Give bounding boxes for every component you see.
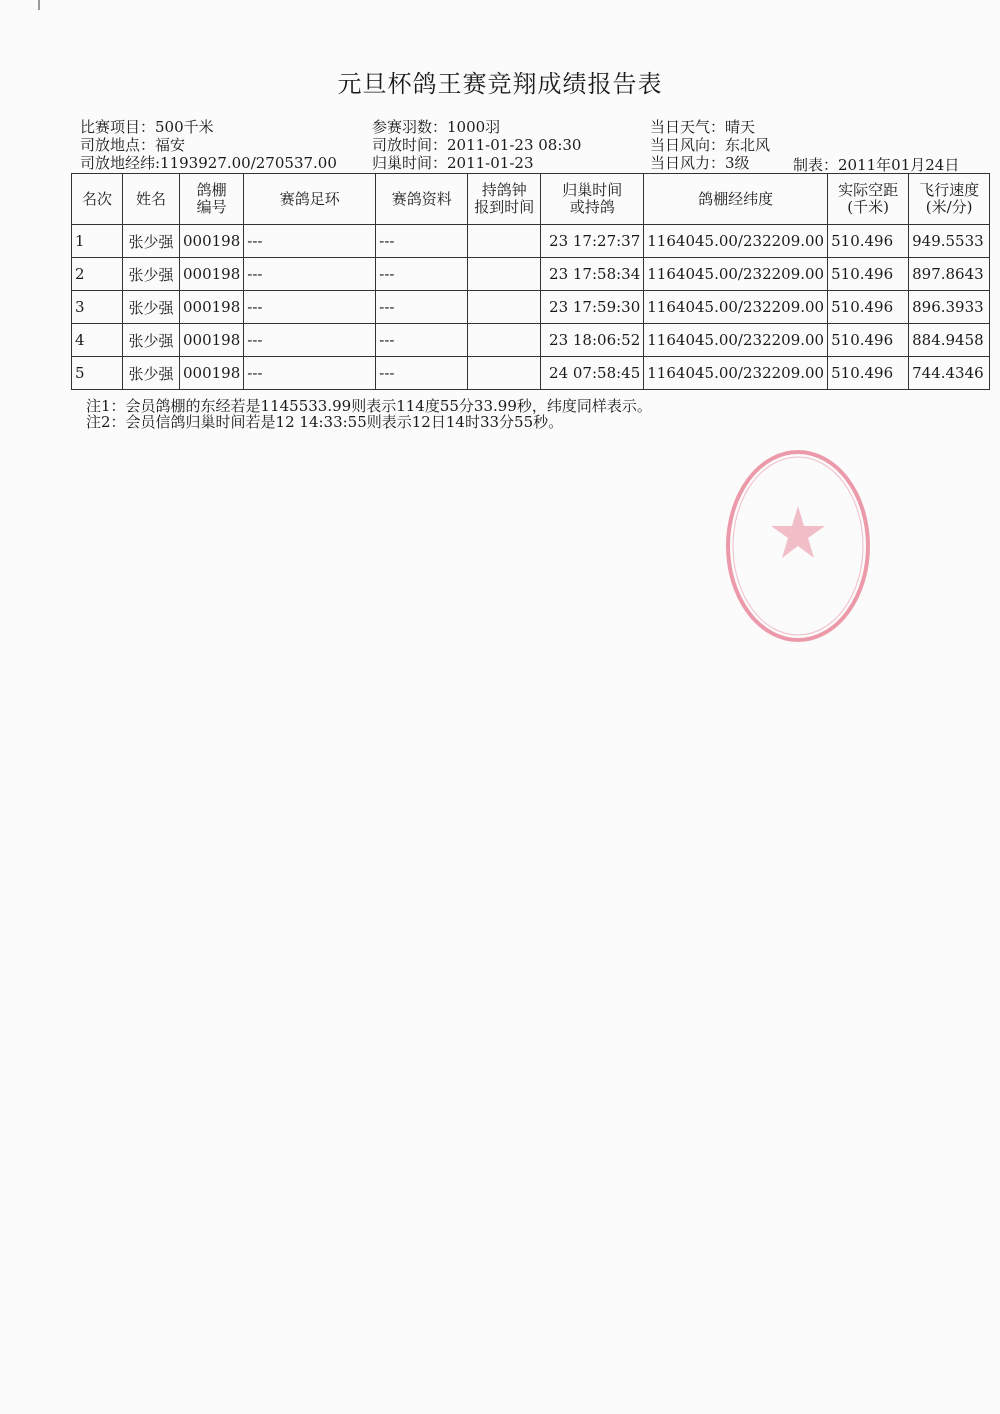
cell-arrival: 24 07:58:45 bbox=[541, 357, 644, 390]
cell-distance: 510.496 bbox=[828, 258, 909, 291]
cell-arrival: 23 17:27:37 bbox=[541, 225, 644, 258]
cell-info: --- bbox=[376, 258, 468, 291]
cell-loft: 000198 bbox=[180, 258, 244, 291]
results-table bbox=[71, 173, 990, 390]
race-event: 比赛项目：500千米 bbox=[80, 118, 214, 136]
cell-distance: 510.496 bbox=[828, 291, 909, 324]
header-name: 姓名 bbox=[123, 174, 180, 225]
header-info: 赛鸽资料 bbox=[376, 174, 468, 225]
table-row bbox=[72, 357, 990, 390]
header-speed-line1: 飞行速度 bbox=[919, 181, 980, 199]
race-info-left bbox=[80, 118, 337, 172]
header-loft bbox=[180, 174, 244, 225]
cell-distance: 510.496 bbox=[828, 225, 909, 258]
weather: 当日天气：晴天 bbox=[650, 118, 756, 136]
cell-ring: --- bbox=[244, 291, 376, 324]
footnotes bbox=[86, 398, 652, 430]
cell-loft: 000198 bbox=[180, 324, 244, 357]
cell-rank: 5 bbox=[72, 357, 123, 390]
header-rank: 名次 bbox=[72, 174, 123, 225]
cell-speed: 884.9458 bbox=[909, 324, 990, 357]
cell-info: --- bbox=[376, 324, 468, 357]
cell-coord: 1164045.00/232209.00 bbox=[644, 291, 828, 324]
cell-coord: 1164045.00/232209.00 bbox=[644, 324, 828, 357]
cell-name: 张少强 bbox=[123, 258, 180, 291]
cell-coord: 1164045.00/232209.00 bbox=[644, 258, 828, 291]
release-coordinates: 司放地经纬:1193927.00/270537.00 bbox=[80, 154, 337, 172]
seal-star-icon bbox=[771, 506, 825, 558]
release-time: 司放时间：2011-01-23 08:30 bbox=[372, 136, 582, 154]
cell-name: 张少强 bbox=[123, 324, 180, 357]
header-clock bbox=[468, 174, 541, 225]
table-header-row bbox=[72, 174, 990, 225]
cell-clock bbox=[468, 291, 541, 324]
cell-info: --- bbox=[376, 357, 468, 390]
header-loft-line1: 鸽棚 bbox=[196, 181, 227, 199]
cell-coord: 1164045.00/232209.00 bbox=[644, 357, 828, 390]
cell-name: 张少强 bbox=[123, 225, 180, 258]
header-ring: 赛鸽足环 bbox=[244, 174, 376, 225]
header-distance-line2: (千米) bbox=[847, 198, 889, 216]
made-by-date: 制表：2011年01月24日 bbox=[793, 156, 960, 174]
cell-rank: 4 bbox=[72, 324, 123, 357]
cell-loft: 000198 bbox=[180, 225, 244, 258]
header-speed bbox=[909, 174, 990, 225]
race-info-right bbox=[650, 118, 770, 172]
table-row bbox=[72, 225, 990, 258]
cell-clock bbox=[468, 324, 541, 357]
cell-ring: --- bbox=[244, 357, 376, 390]
cell-info: --- bbox=[376, 291, 468, 324]
cell-clock bbox=[468, 357, 541, 390]
cell-speed: 744.4346 bbox=[909, 357, 990, 390]
cell-name: 张少强 bbox=[123, 291, 180, 324]
cell-ring: --- bbox=[244, 258, 376, 291]
cell-arrival: 23 17:58:34 bbox=[541, 258, 644, 291]
header-arrival-line1: 归巢时间 bbox=[562, 181, 623, 199]
cell-arrival: 23 17:59:30 bbox=[541, 291, 644, 324]
report-title: 元旦杯鸽王赛竞翔成绩报告表 bbox=[337, 70, 663, 98]
header-speed-line2: (米/分) bbox=[925, 198, 973, 216]
cell-ring: --- bbox=[244, 225, 376, 258]
cell-distance: 510.496 bbox=[828, 324, 909, 357]
official-seal bbox=[724, 448, 872, 644]
cell-loft: 000198 bbox=[180, 357, 244, 390]
header-clock-line1: 持鸽钟 bbox=[481, 181, 527, 199]
header-loft-line2: 编号 bbox=[196, 198, 227, 216]
cell-distance: 510.496 bbox=[828, 357, 909, 390]
table-row bbox=[72, 324, 990, 357]
footnote-1: 注1：会员鸽棚的东经若是1145533.99则表示114度55分33.99秒，纬度同样表示。 bbox=[86, 397, 652, 415]
return-date: 归巢时间：2011-01-23 bbox=[372, 154, 534, 172]
entry-count: 参赛羽数：1000羽 bbox=[372, 118, 501, 136]
table-row bbox=[72, 258, 990, 291]
scan-corner-mark bbox=[38, 0, 40, 10]
cell-clock bbox=[468, 225, 541, 258]
table-row bbox=[72, 291, 990, 324]
header-arrival bbox=[541, 174, 644, 225]
cell-rank: 2 bbox=[72, 258, 123, 291]
cell-rank: 1 bbox=[72, 225, 123, 258]
cell-clock bbox=[468, 258, 541, 291]
wind-force: 当日风力：3级 bbox=[650, 154, 750, 172]
cell-coord: 1164045.00/232209.00 bbox=[644, 225, 828, 258]
header-clock-line2: 报到时间 bbox=[474, 198, 535, 216]
cell-ring: --- bbox=[244, 324, 376, 357]
race-info-middle bbox=[372, 118, 581, 172]
cell-speed: 897.8643 bbox=[909, 258, 990, 291]
cell-rank: 3 bbox=[72, 291, 123, 324]
header-distance-line1: 实际空距 bbox=[838, 181, 899, 199]
cell-speed: 949.5533 bbox=[909, 225, 990, 258]
cell-speed: 896.3933 bbox=[909, 291, 990, 324]
header-distance bbox=[828, 174, 909, 225]
footnote-2: 注2：会员信鸽归巢时间若是12 14:33:55则表示12日14时33分55秒。 bbox=[86, 413, 564, 431]
cell-loft: 000198 bbox=[180, 291, 244, 324]
cell-name: 张少强 bbox=[123, 357, 180, 390]
release-location: 司放地点：福安 bbox=[80, 136, 186, 154]
wind-direction: 当日风向：东北风 bbox=[650, 136, 771, 154]
header-coord: 鸽棚经纬度 bbox=[644, 174, 828, 225]
cell-info: --- bbox=[376, 225, 468, 258]
header-arrival-line2: 或持鸽 bbox=[569, 198, 615, 216]
cell-arrival: 23 18:06:52 bbox=[541, 324, 644, 357]
